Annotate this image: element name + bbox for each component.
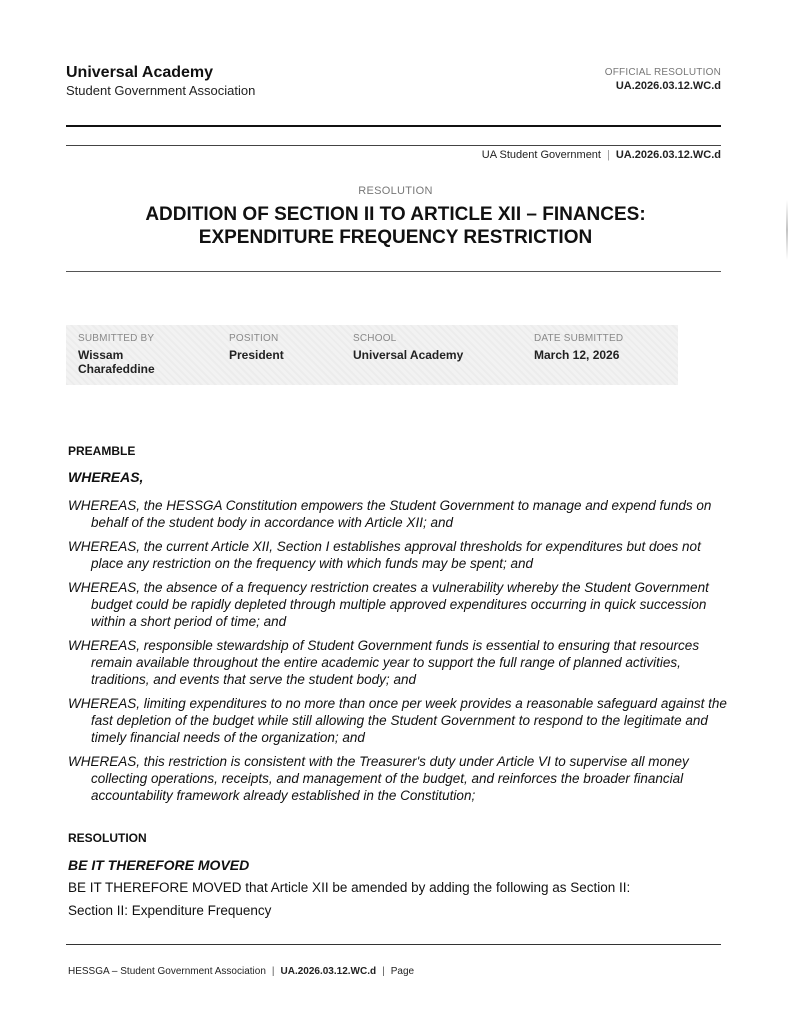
footer-separator: | [271, 966, 275, 977]
meta-school [353, 333, 463, 362]
running-header [482, 149, 721, 161]
whereas-clause: WHEREAS, the absence of a frequency restriction creates a vulnerability whereby the Student Government budget could be rapidly depleted through multiple approved expenditures occurring in quick succession within a short period of time; and [68, 580, 709, 629]
org-subtitle: Student Government Association [66, 83, 256, 98]
whereas-clause: WHEREAS, limiting expenditures to no more than once per week provides a reasonable safeguard against the fast depletion of the budget while still allowing the Student Government to respond to the legitimate and timely financial needs of the organization; and [68, 696, 727, 745]
meta-value: President [229, 348, 284, 362]
preamble-subheading: WHEREAS, [68, 469, 144, 485]
preamble-heading: PREAMBLE [68, 444, 136, 458]
meta-value: March 12, 2026 [534, 348, 620, 362]
resolution-label: RESOLUTION [358, 185, 433, 197]
meta-value: Wissam Charafeddine [78, 348, 155, 376]
resolution-body: BE IT THEREFORE MOVED that Article XII be amended by adding the following as Section II: [68, 880, 631, 895]
footer-page-label: Page [390, 966, 415, 977]
whereas-clause: WHEREAS, the current Article XII, Section I establishes approval thresholds for expenditures but does not place any restriction on the frequency with which funds may be spent; and [68, 539, 701, 571]
meta-position [229, 333, 284, 362]
meta-label: SCHOOL [353, 333, 397, 344]
title-line-1: ADDITION OF SECTION II TO ARTICLE XII – FINANCES: [145, 204, 646, 225]
meta-label: SUBMITTED BY [78, 333, 155, 344]
meta-label: DATE SUBMITTED [534, 333, 624, 344]
meta-date-submitted [534, 333, 623, 362]
running-header-org: UA Student Government [481, 149, 601, 161]
footer-divider [66, 944, 721, 945]
whereas-clauses [68, 497, 728, 811]
meta-value: Universal Academy [353, 348, 464, 362]
running-header-id: UA.2026.03.12.WC.d [615, 149, 721, 161]
header-divider-thick [66, 125, 721, 127]
meta-label: POSITION [229, 333, 279, 344]
section-title: Section II: Expenditure Frequency [68, 903, 272, 918]
title-line-2: EXPENDITURE FREQUENCY RESTRICTION [198, 227, 593, 248]
meta-submitted-by [78, 333, 188, 376]
footer-id: UA.2026.03.12.WC.d [280, 966, 377, 977]
footer-org: HESSGA – Student Government Association [68, 966, 266, 977]
footer-separator: | [382, 966, 385, 977]
resolution-subheading: BE IT THEREFORE MOVED [68, 857, 250, 873]
official-resolution-label: OFFICIAL RESOLUTION [604, 67, 721, 78]
whereas-clause: WHEREAS, the HESSGA Constitution empowers the Student Government to manage and expend funds on behalf of the student body in accordance with Article XII; and [68, 498, 712, 530]
whereas-clause: WHEREAS, responsible stewardship of Student Government funds is essential to ensuring that resources remain available throughout the entire academic year to support the full range of planned activities, traditions, and events that serve the student body; and [68, 638, 700, 687]
resolution-id: UA.2026.03.12.WC.d [615, 80, 721, 92]
submission-info-box [66, 325, 678, 385]
page-footer [68, 966, 414, 977]
resolution-title [0, 203, 791, 249]
title-divider [66, 271, 721, 272]
scan-edge-artifact [786, 200, 788, 260]
header-divider-thin [66, 145, 721, 146]
resolution-heading: RESOLUTION [68, 831, 147, 845]
running-header-separator: | [606, 149, 610, 161]
org-name: Universal Academy [66, 64, 214, 81]
whereas-clause: WHEREAS, this restriction is consistent with the Treasurer's duty under Article VI to supervise all money collecting operations, receipts, and management of the budget, and reinforces the broader financial accountability framework already established in the Constitution; [68, 754, 689, 803]
